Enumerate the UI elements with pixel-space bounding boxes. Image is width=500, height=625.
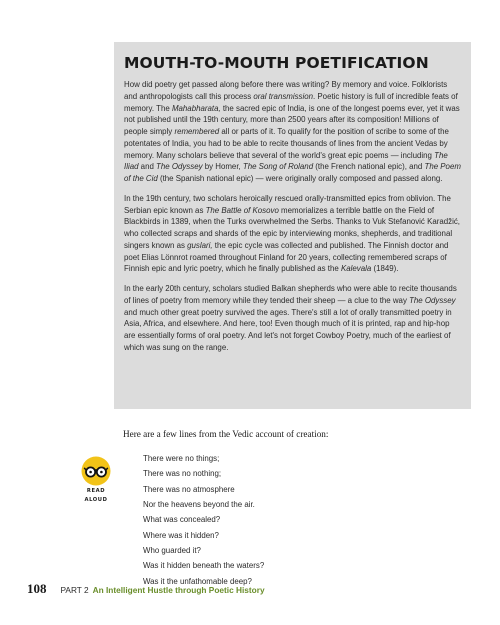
italic-text: Mahabharata, [171, 103, 221, 113]
text-run: (1849). [371, 264, 399, 274]
italic-text: The Iliad [124, 150, 448, 172]
part-title: An Intelligent Hustle through Poetic History [92, 585, 265, 595]
poem-lines [143, 451, 264, 589]
sidebar-paragraph-1 [124, 79, 462, 185]
poem-line: Who guarded it? [143, 546, 201, 556]
poem-line: There was no atmosphere [143, 484, 235, 494]
page-number: 108 [27, 581, 47, 596]
sidebar-paragraph-2 [124, 193, 462, 275]
poem-line: There was no nothing; [143, 469, 222, 479]
italic-text: The Battle of Kosovo [205, 205, 279, 215]
italic-text: remembered [174, 127, 220, 136]
poem-line: Was it hidden beneath the waters? [143, 561, 265, 571]
text-run: the sacred epic of India, is one of the longest poems ever, yet it was not published until the 19th century, more than 2500 years after its composition! Millions of people simply [124, 103, 460, 136]
read-aloud-badge [74, 456, 118, 503]
poem-line: Nor the heavens beyond the air. [143, 500, 255, 510]
sidebar-title: MOUTH-TO-MOUTH POETIFICATION [124, 54, 429, 72]
page-footer [27, 581, 265, 597]
italic-text: The Odyssey [156, 162, 203, 172]
sidebar-paragraph-3 [124, 283, 462, 354]
text-run: all or parts of it. To qualify for the position of scribe to some of the potentates of India, you had to be able to recite thousands of lines from the ancient Vedas by memory. Many scholars believe that several of the world's great epic poems — including [124, 127, 449, 160]
part-label: PART 2 [60, 585, 89, 595]
italic-text: The Odyssey [409, 295, 456, 305]
sidebar-box [114, 42, 471, 409]
text-run: How did poetry get passed along before there was writing? By memory and voice. Folklorists and anthropologists call this process [124, 80, 448, 101]
italic-text: The Song of Roland [242, 162, 314, 172]
read-aloud-label-2: ALOUD [84, 496, 108, 503]
poem-intro: Here are a few lines from the Vedic account of creation: [123, 429, 329, 439]
text-run: In the 19th century, two scholars heroically rescued orally-transmitted epics from oblivion. The Serbian epic known as [124, 193, 451, 215]
poem-line: There were no things; [143, 454, 220, 463]
italic-text: Kalevala [340, 264, 372, 274]
poem-line: Where was it hidden? [143, 530, 219, 540]
poem-line: Was it the unfathomable deep? [143, 576, 252, 586]
read-aloud-label-1: READ [86, 488, 106, 494]
text-run: memorializes a terrible battle on the Field of Blackbirds in 1389, when the Turks overwhelmed the Serbs. Thanks to Vuk Stefanović Karadžić, who collected scraps and shards of the epic by interviewing monks, shepherds, and traditional singers known as [124, 205, 460, 250]
text-run: and much other great poetry survived the ages. There's still a lot of orally transmitted poetry in Asia, Africa, and elsewhere. And here, too! Even though much of it is printed, rap and hip-hop are essentially forms of oral poetry. And let's not forget Cowboy Poetry, much of the earliest of which was sung on the range. [124, 307, 452, 352]
text-run: the epic cycle was collected and published. The Finnish doctor and poet Elias Lönnrot roamed throughout Finland for 20 years, collecting remembered scraps of Finnish epic and lyric poetry, which he finally published as the [124, 240, 449, 274]
text-run: by Homer, [202, 162, 243, 172]
italic-text: The Poem of the Cid [124, 162, 461, 183]
glasses-icon [81, 456, 111, 486]
italic-text: guslari, [187, 240, 213, 250]
italic-text: oral transmission [253, 91, 314, 101]
text-run: (the French national epic), and [313, 162, 425, 172]
text-run: and [138, 162, 157, 172]
text-run: In the early 20th century, scholars studied Balkan shepherds who were able to recite thousands of lines of poetry from memory while they tended their sheep — a clue to the way [124, 284, 457, 305]
text-run: . Poetic history is full of incredible feats of memory. The [124, 91, 458, 113]
poem-line: What was concealed? [143, 515, 221, 525]
text-run: (the Spanish national epic) — were originally orally composed and passed along. [157, 174, 443, 183]
